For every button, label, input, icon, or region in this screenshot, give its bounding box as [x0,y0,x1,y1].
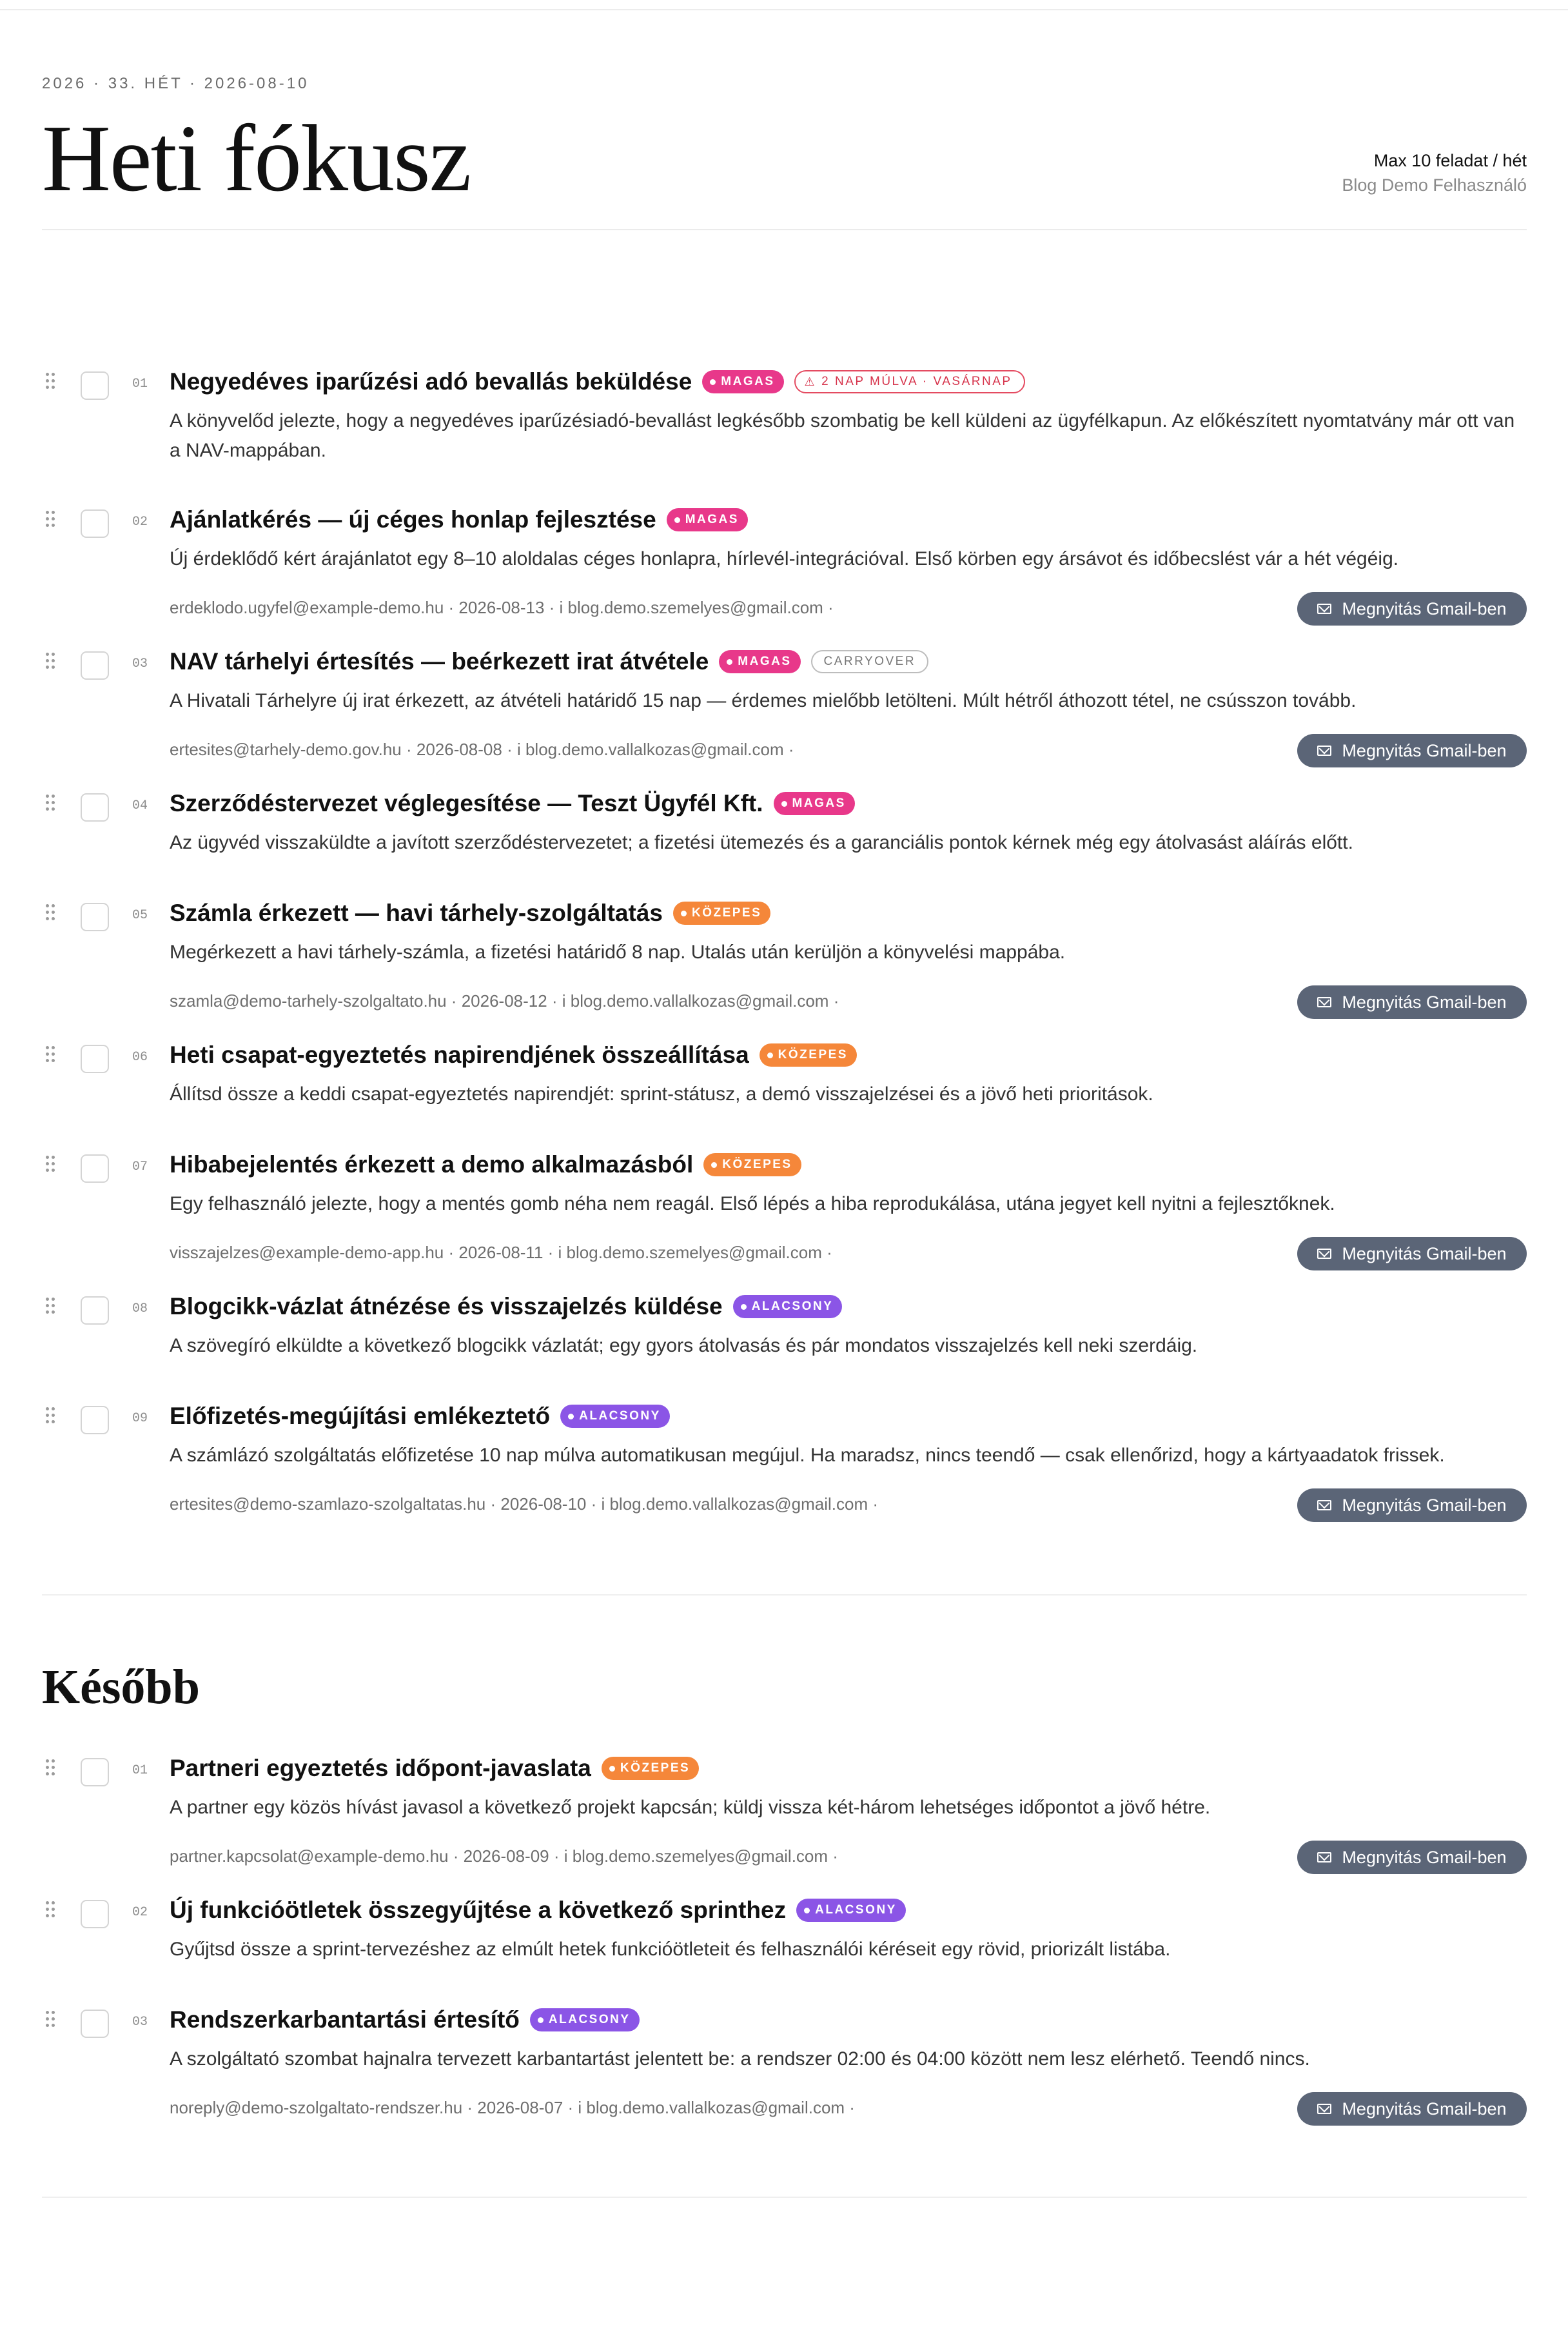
drag-handle-icon[interactable] [46,904,55,921]
task-title[interactable]: Blogcikk-vázlat átnézése és visszajelzés küldése [170,1293,723,1319]
priority-badge [774,792,855,815]
task-title[interactable]: Szerződéstervezet véglegesítése — Teszt Ügyfél Kft. [170,790,763,816]
section-divider [42,1594,1527,1596]
task-title-row [170,789,855,818]
open-in-gmail-label: Megnyitás Gmail-ben [1342,1495,1507,1515]
dot-icon [727,659,732,665]
task-checkbox[interactable] [81,793,109,822]
dot-icon [804,1908,810,1913]
task-title[interactable]: Számla érkezett — havi tárhely-szolgáltatás [170,900,663,926]
task-title-row [170,1292,842,1321]
task-checkbox[interactable] [81,651,109,680]
task-title-row [170,1041,857,1069]
priority-badge [796,1899,906,1922]
priority-badge [530,2008,640,2031]
drag-handle-icon[interactable] [46,1298,55,1314]
task-title[interactable]: Negyedéves iparűzési adó bevallás beküldése [170,368,692,395]
section-divider [42,2197,1527,2198]
task-title[interactable]: NAV tárhelyi értesítés — beérkezett irat átvétele [170,648,709,675]
mail-icon [1317,2104,1331,2114]
mail-icon [1317,746,1331,756]
task-description: Állítsd össze a keddi csapat-egyeztetés napirendjét: sprint-státusz, a demó visszajelzései és a jövő heti prioritások. [170,1083,1153,1105]
drag-handle-icon[interactable] [46,373,55,390]
priority-badge [703,1153,801,1176]
task-description: A szövegíró elküldte a következő blogcikk vázlatát; egy gyors átolvasás és pár mondatos visszajelzés kell neki szerdáig. [170,1335,1198,1356]
open-in-gmail-button[interactable] [1297,2092,1527,2126]
priority-label: ALACSONY [548,2013,631,2026]
task-title[interactable]: Hibabejelentés érkezett a demo alkalmazásból [170,1151,694,1178]
carryover-badge: CARRYOVER [811,650,929,673]
mail-icon [1317,604,1331,614]
later-section-title: Később [42,1660,200,1714]
priority-badge [719,650,800,673]
task-title[interactable]: Partneri egyeztetés időpont-javaslata [170,1755,591,1781]
task-title-row [170,1754,699,1783]
task-checkbox[interactable] [81,1154,109,1183]
dot-icon [538,2017,544,2023]
email-meta: szamla@demo-tarhely-szolgaltato.hu · 2026-08-12 · i blog.demo.vallalkozas@gmail.com · [170,991,839,1011]
page-header [42,72,1527,230]
task-description: Egy felhasználó jelezte, hogy a mentés gomb néha nem reagál. Első lépés a hiba reprodukálása, utána jegyet kell nyitni a fejlesztőknek. [170,1193,1335,1214]
task-description: Az ügyvéd visszaküldte a javított szerződéstervezetet; a fizetési ütemezés és a garanciális pontok kérnek még egy átolvasást aláírás előtt. [170,832,1353,853]
mail-icon [1317,1852,1331,1863]
task-number: 01 [132,1763,148,1778]
task-number: 05 [132,908,148,923]
dot-icon [681,911,687,916]
deadline-label: 2 NAP MÚLVA · VASÁRNAP [821,375,1012,388]
email-meta: visszajelzes@example-demo-app.hu · 2026-08-11 · i blog.demo.szemelyes@gmail.com · [170,1243,832,1262]
task-description: Új érdeklődő kért árajánlatot egy 8–10 aloldalas céges honlapra, hírlevél-integrációval. Első körben egy ársávot és időbecslést vár a hét végéig. [170,548,1399,569]
drag-handle-icon[interactable] [46,1156,55,1172]
header-divider [42,229,1527,230]
drag-handle-icon[interactable] [46,1407,55,1424]
priority-label: KÖZEPES [620,1761,691,1775]
task-title-row [170,899,770,927]
task-description: A könyvelőd jelezte, hogy a negyedéves iparűzésiadó-bevallást legkésőbb szombatig be kell küldeni az ügyfélkapun. Az előkészített nyomtatvány már ott van a NAV-mappában. [170,410,1515,461]
priority-label: KÖZEPES [691,906,762,920]
priority-badge [733,1295,843,1318]
dot-icon [741,1304,747,1310]
task-number: 09 [132,1411,148,1426]
mail-icon [1317,997,1331,1007]
task-title[interactable]: Ajánlatkérés — új céges honlap fejlesztése [170,506,656,533]
open-in-gmail-label: Megnyitás Gmail-ben [1342,1847,1507,1867]
priority-badge [673,902,770,925]
task-checkbox[interactable] [81,1900,109,1928]
task-checkbox[interactable] [81,2010,109,2038]
user-name: Blog Demo Felhasználó [1342,175,1527,195]
task-title[interactable]: Rendszerkarbantartási értesítő [170,2006,520,2033]
priority-label: KÖZEPES [722,1158,792,1171]
top-divider [0,9,1568,10]
task-description: A szolgáltató szombat hajnalra tervezett karbantartást jelentett be: a rendszer 02:00 és 04:00 között nem lesz elérhető. Teendő nincs. [170,2048,1310,2070]
dot-icon [568,1414,574,1419]
task-checkbox[interactable] [81,903,109,931]
deadline-badge [794,370,1025,393]
task-number: 06 [132,1050,148,1065]
task-description: A partner egy közös hívást javasol a következő projekt kapcsán; küldj vissza két-három lehetséges időpontot a jövő hétre. [170,1797,1211,1818]
task-checkbox[interactable] [81,1045,109,1073]
open-in-gmail-button[interactable] [1297,1841,1527,1874]
task-title-row [170,1896,906,1924]
mail-icon [1317,1500,1331,1510]
drag-handle-icon[interactable] [46,511,55,528]
open-in-gmail-button[interactable] [1297,734,1527,767]
task-checkbox[interactable] [81,1406,109,1434]
open-in-gmail-label: Megnyitás Gmail-ben [1342,598,1507,618]
drag-handle-icon[interactable] [46,1901,55,1918]
dot-icon [781,801,787,807]
open-in-gmail-button[interactable] [1297,1488,1527,1522]
task-description: Megérkezett a havi tárhely-számla, a fizetési határidő 8 nap. Utalás után kerüljön a könyvelési mappába. [170,942,1066,963]
task-number: 07 [132,1160,148,1174]
task-description: Gyűjtsd össze a sprint-tervezéshez az elmúlt hetek funkcióötleteit és felhasználói kéréseit egy rövid, priorizált listába. [170,1939,1171,1960]
priority-badge [560,1405,670,1428]
drag-handle-icon[interactable] [46,2011,55,2028]
mail-icon [1317,1249,1331,1259]
open-in-gmail-label: Megnyitás Gmail-ben [1342,992,1507,1012]
header-meta [1342,148,1527,197]
priority-label: MAGAS [792,796,846,810]
priority-label: ALACSONY [751,1299,834,1313]
task-checkbox[interactable] [81,509,109,538]
priority-label: ALACSONY [579,1409,661,1423]
warning-triangle-icon: ⚠ [804,375,817,388]
drag-handle-icon[interactable] [46,653,55,669]
task-title-row [170,1151,801,1179]
task-checkbox[interactable] [81,1296,109,1325]
dot-icon [767,1052,773,1058]
drag-handle-icon[interactable] [46,795,55,811]
task-number: 02 [132,1905,148,1920]
priority-label: KÖZEPES [778,1048,848,1062]
email-meta: noreply@demo-szolgaltato-rendszer.hu · 2026-08-07 · i blog.demo.vallalkozas@gmail.com · [170,2098,855,2117]
dot-icon [609,1766,615,1772]
task-number: 08 [132,1301,148,1316]
email-meta: ertesites@demo-szamlazo-szolgaltatas.hu · 2026-08-10 · i blog.demo.vallalkozas@gmail.com · [170,1494,879,1514]
priority-badge [667,508,748,531]
task-number: 03 [132,657,148,671]
priority-label: ALACSONY [815,1903,897,1917]
drag-handle-icon[interactable] [46,1046,55,1063]
week-label: 2026 · 33. HÉT · 2026-08-10 [42,75,309,92]
task-limit: Max 10 feladat / hét [1373,151,1527,170]
page-title: Heti fókusz [42,106,471,212]
task-number: 01 [132,377,148,391]
task-title[interactable]: Új funkcióötletek összegyűjtése a következő sprinthez [170,1897,787,1923]
task-checkbox[interactable] [81,1758,109,1786]
priority-badge [760,1043,857,1067]
priority-badge [702,370,783,393]
open-in-gmail-label: Megnyitás Gmail-ben [1342,1243,1507,1263]
task-number: 02 [132,515,148,529]
email-meta: ertesites@tarhely-demo.gov.hu · 2026-08-08 · i blog.demo.vallalkozas@gmail.com · [170,740,794,759]
task-description: A Hivatali Tárhelyre új irat érkezett, az átvételi határidő 15 nap — érdemes mielőbb letölteni. Múlt hétről áthozott tétel, ne csússzon tovább. [170,690,1357,711]
open-in-gmail-button[interactable] [1297,592,1527,626]
priority-label: MAGAS [738,655,792,668]
priority-badge [602,1757,699,1780]
task-title[interactable]: Heti csapat-egyeztetés napirendjének összeállítása [170,1042,749,1068]
dot-icon [674,517,680,523]
open-in-gmail-button[interactable] [1297,985,1527,1019]
open-in-gmail-button[interactable] [1297,1237,1527,1270]
task-title-row [170,647,928,676]
task-title-row [170,368,1025,396]
task-title-row [170,2006,640,2034]
task-title-row [170,1402,670,1430]
priority-label: MAGAS [685,513,739,526]
dot-icon [710,379,716,385]
task-number: 04 [132,798,148,813]
task-title-row [170,506,748,534]
task-title[interactable]: Előfizetés-megújítási emlékeztető [170,1403,551,1429]
task-number: 03 [132,2015,148,2030]
open-in-gmail-label: Megnyitás Gmail-ben [1342,740,1507,760]
priority-label: MAGAS [721,375,775,388]
open-in-gmail-label: Megnyitás Gmail-ben [1342,2099,1507,2119]
drag-handle-icon[interactable] [46,1759,55,1776]
dot-icon [711,1162,717,1168]
email-meta: erdeklodo.ugyfel@example-demo.hu · 2026-08-13 · i blog.demo.szemelyes@gmail.com · [170,598,834,617]
email-meta: partner.kapcsolat@example-demo.hu · 2026-08-09 · i blog.demo.szemelyes@gmail.com · [170,1846,838,1866]
task-checkbox[interactable] [81,371,109,400]
task-description: A számlázó szolgáltatás előfizetése 10 nap múlva automatikusan megújul. Ha maradsz, nincs teendő — csak ellenőrizd, hogy a kártyaadatok frissek. [170,1445,1445,1466]
